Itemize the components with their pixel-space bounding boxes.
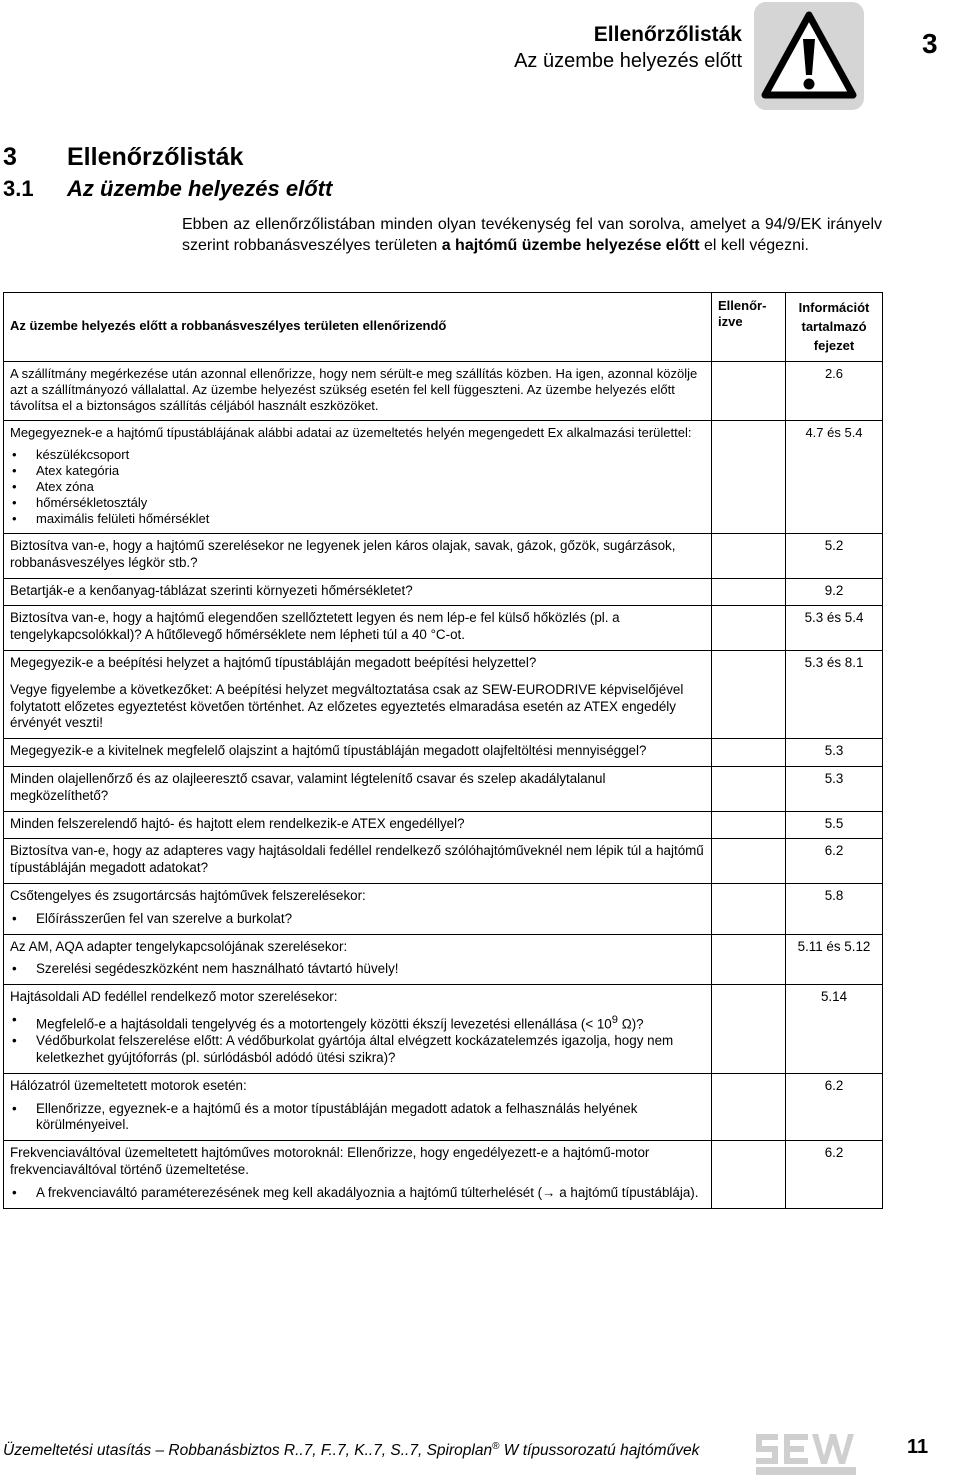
subsection-heading bbox=[3, 175, 332, 203]
check-cell[interactable] bbox=[712, 739, 786, 767]
table-row bbox=[4, 766, 883, 811]
registered-mark: ® bbox=[492, 1441, 500, 1452]
table-header-row bbox=[4, 293, 883, 362]
header-check: Ellenőr-izve bbox=[712, 293, 786, 362]
check-cell[interactable] bbox=[712, 883, 786, 934]
page-number: 11 bbox=[907, 1436, 929, 1458]
row-ref: 4.7 és 5.4 bbox=[786, 421, 883, 534]
table-row bbox=[4, 934, 883, 985]
list-item: • hőmérsékletosztály bbox=[10, 495, 705, 511]
header-titles bbox=[514, 22, 742, 74]
check-cell[interactable] bbox=[712, 811, 786, 839]
subsection-number: 3.1 bbox=[3, 176, 34, 201]
intro-text-before: Ebben az ellenőrzőlistában minden olyan tevékenység fel van sorolva, amelyet a 94/9/EK irányelv szerint robbanásveszélyes területen bbox=[182, 216, 882, 254]
list-item: • Előírásszerűen fel van szerelve a burkolat? bbox=[10, 911, 705, 928]
bullet-list bbox=[10, 961, 705, 978]
warning-icon-box bbox=[754, 2, 864, 110]
table-row bbox=[4, 606, 883, 651]
subsection-title: Az üzembe helyezés előtt bbox=[67, 176, 333, 201]
check-cell[interactable] bbox=[712, 421, 786, 534]
check-cell[interactable] bbox=[712, 1073, 786, 1140]
row-text: Hálózatról üzemeltetett motorok esetén: bbox=[10, 1077, 247, 1093]
check-cell[interactable] bbox=[712, 650, 786, 738]
table-row bbox=[4, 811, 883, 839]
bullet-list bbox=[10, 1185, 705, 1202]
bullet-list bbox=[10, 447, 705, 527]
row-ref: 5.3 és 8.1 bbox=[786, 650, 883, 738]
header-item: Az üzembe helyezés előtt a robbanásveszélyes területen ellenőrizendő bbox=[4, 293, 712, 362]
row-ref: 5.11 és 5.12 bbox=[786, 934, 883, 985]
check-cell[interactable] bbox=[712, 985, 786, 1074]
check-cell[interactable] bbox=[712, 766, 786, 811]
list-item bbox=[10, 1012, 705, 1033]
bullet-list bbox=[10, 1012, 705, 1067]
bullet-list bbox=[10, 911, 705, 928]
table-row bbox=[4, 985, 883, 1074]
bullet-text-before: Megfelelő-e a hajtásoldali tengelyvég és a motortengely közötti ékszíj levezetési ellenállása (< 10 bbox=[36, 1016, 612, 1032]
row-text: Biztosítva van-e, hogy az adapteres vagy hajtásoldali fedéllel rendelkező szólóhajtóműveknél nem lépik túl a hajtómű típustábláján megadott adatokat? bbox=[4, 839, 712, 884]
header-title: Ellenőrzőlisták bbox=[593, 23, 742, 46]
list-item: • Atex zóna bbox=[10, 479, 705, 495]
check-cell[interactable] bbox=[712, 534, 786, 579]
table-row bbox=[4, 362, 883, 421]
header-subtitle: Az üzembe helyezés előtt bbox=[514, 50, 742, 72]
row-ref: 5.8 bbox=[786, 883, 883, 934]
list-item: • Ellenőrizze, egyeznek-e a hajtómű és a motor típustábláján megadott adatok a felhasználás helyének körülményeivel. bbox=[10, 1101, 705, 1135]
intro-paragraph bbox=[182, 214, 882, 256]
row-content bbox=[4, 650, 712, 738]
exponent: 9 bbox=[611, 1013, 618, 1026]
list-item: • Atex kategória bbox=[10, 463, 705, 479]
row-ref: 5.5 bbox=[786, 811, 883, 839]
row-text: Biztosítva van-e, hogy a hajtómű szerelésekor ne legyenek jelen káros olajak, savak, gázok, gőzök, sugárzások, robbanásveszélyes légkör stb.? bbox=[4, 534, 712, 579]
check-cell[interactable] bbox=[712, 1141, 786, 1208]
row-content bbox=[4, 1073, 712, 1140]
table-row bbox=[4, 534, 883, 579]
row-content bbox=[4, 985, 712, 1074]
check-cell[interactable] bbox=[712, 934, 786, 985]
bullet-text-after: Ω)? bbox=[617, 1016, 644, 1032]
sew-eurodrive-logo bbox=[752, 1430, 860, 1476]
list-item: • A frekvenciaváltó paraméterezésének meg kell akadályoznia a hajtómű túlterhelését (→ a hajtómű típustáblája). bbox=[10, 1185, 705, 1202]
row-text: Minden felszerelendő hajtó- és hajtott elem rendelkezik-e ATEX engedéllyel? bbox=[4, 811, 712, 839]
bullet-list bbox=[10, 1101, 705, 1135]
row-text: Betartják-e a kenőanyag-táblázat szerinti környezeti hőmérsékletet? bbox=[4, 578, 712, 606]
row-ref: 9.2 bbox=[786, 578, 883, 606]
table-row bbox=[4, 883, 883, 934]
check-cell[interactable] bbox=[712, 362, 786, 421]
row-text: Megegyeznek-e a hajtómű típustáblájának alábbi adatai az üzemeltetés helyén megengedett Ex alkalmazási területtel: bbox=[10, 425, 692, 440]
row-text: Frekvenciaváltóval üzemeltetett hajtóműves motoroknál: Ellenőrizze, hogy engedélyezett-e a hajtómű-motor frekvenciaváltóval történő üzemeltetése. bbox=[10, 1145, 650, 1177]
section-number: 3 bbox=[3, 143, 17, 171]
table-row bbox=[4, 578, 883, 606]
row-ref: 5.14 bbox=[786, 985, 883, 1074]
row-text: Hajtásoldali AD fedéllel rendelkező motor szerelésekor: bbox=[10, 989, 338, 1005]
row-text: Biztosítva van-e, hogy a hajtómű elegendően szellőztetett legyen és nem lép-e fel külső hőközlés (pl. a tengelykapcsolókkal)? A hűtőlevegő hőmérséklete nem lépheti túl a 40 °C-ot. bbox=[4, 606, 712, 651]
table-row bbox=[4, 650, 883, 738]
intro-text-after: el kell végezni. bbox=[704, 237, 809, 254]
row-ref: 5.3 bbox=[786, 766, 883, 811]
row-ref: 6.2 bbox=[786, 1141, 883, 1208]
list-item: • Szerelési segédeszközként nem használható távtartó hüvely! bbox=[10, 961, 705, 978]
row-content bbox=[4, 934, 712, 985]
row-ref: 5.3 és 5.4 bbox=[786, 606, 883, 651]
checklist-table bbox=[3, 292, 883, 1209]
list-item: • készülékcsoport bbox=[10, 447, 705, 463]
row-text: Az AM, AQA adapter tengelykapcsolójának szerelésekor: bbox=[10, 938, 348, 954]
row-content bbox=[4, 1141, 712, 1208]
header-info: Információt tartalmazó fejezet bbox=[786, 293, 883, 362]
table-row bbox=[4, 421, 883, 534]
table-row bbox=[4, 1073, 883, 1140]
warning-triangle-icon bbox=[759, 7, 859, 105]
footer-text-after: W típussorozatú hajtóművek bbox=[499, 1442, 700, 1460]
row-text: Minden olajellenőrző és az olajleeresztő csavar, valamint légtelenítő csavar és szelep akadálytalanul megközelíthető? bbox=[4, 766, 712, 811]
row-text: Megegyezik-e a kivitelnek megfelelő olajszint a hajtómű típustábláján megadott olajfeltöltési mennyiséggel? bbox=[4, 739, 712, 767]
check-cell[interactable] bbox=[712, 606, 786, 651]
footer-text bbox=[3, 1441, 699, 1460]
row-content bbox=[4, 883, 712, 934]
list-item: • Védőburkolat felszerelése előtt: A védőburkolat gyártója által elvégzett kockázatelemzés igazolja, hogy nem keletkezhet gyújtóforrás (pl. súrlódásból adódó ütési szikra)? bbox=[10, 1033, 705, 1067]
check-cell[interactable] bbox=[712, 578, 786, 606]
row-ref: 2.6 bbox=[786, 362, 883, 421]
list-item: • maximális felületi hőmérséklet bbox=[10, 511, 705, 527]
table-row bbox=[4, 739, 883, 767]
intro-text-bold: a hajtómű üzembe helyezése előtt bbox=[441, 237, 700, 254]
row-ref: 6.2 bbox=[786, 839, 883, 884]
row-content bbox=[4, 421, 712, 534]
row-text: A szállítmány megérkezése után azonnal ellenőrizze, hogy nem sérült-e meg szállítás közben. Ha igen, azonnal közölje azt a szállítmányozó vállalattal. Az üzembe helyezést szükség esetén fel kell függeszteni. Az üzembe helyezés előtt távolítsa el a biztonságos szállítás céljából használt eszközöket. bbox=[4, 362, 712, 421]
row-ref: 5.3 bbox=[786, 739, 883, 767]
row-text: Megegyezik-e a beépítési helyzet a hajtómű típustábláján megadott beépítési helyzettel? bbox=[10, 654, 537, 670]
table-row bbox=[4, 839, 883, 884]
check-cell[interactable] bbox=[712, 839, 786, 884]
row-ref: 5.2 bbox=[786, 534, 883, 579]
table-row bbox=[4, 1141, 883, 1208]
section-heading bbox=[3, 142, 243, 172]
chapter-number: 3 bbox=[922, 28, 938, 59]
footer-text-before: Üzemeltetési utasítás – Robbanásbiztos R..7, F..7, K..7, S..7, Spiroplan bbox=[3, 1442, 493, 1460]
section-title: Ellenőrzőlisták bbox=[67, 143, 244, 171]
row-text: Csőtengelyes és zsugortárcsás hajtóművek felszerelésekor: bbox=[10, 887, 366, 903]
row-note: Vegye figyelembe a következőket: A beépítési helyzet megváltoztatása csak az SEW-EURODRIVE képviselőjével folytatott előzetes egyeztetést követően történhet. Az előzetes egyeztetés elmaradása esetén az ATEX engedély érvényét veszti! bbox=[10, 681, 684, 731]
row-ref: 6.2 bbox=[786, 1073, 883, 1140]
